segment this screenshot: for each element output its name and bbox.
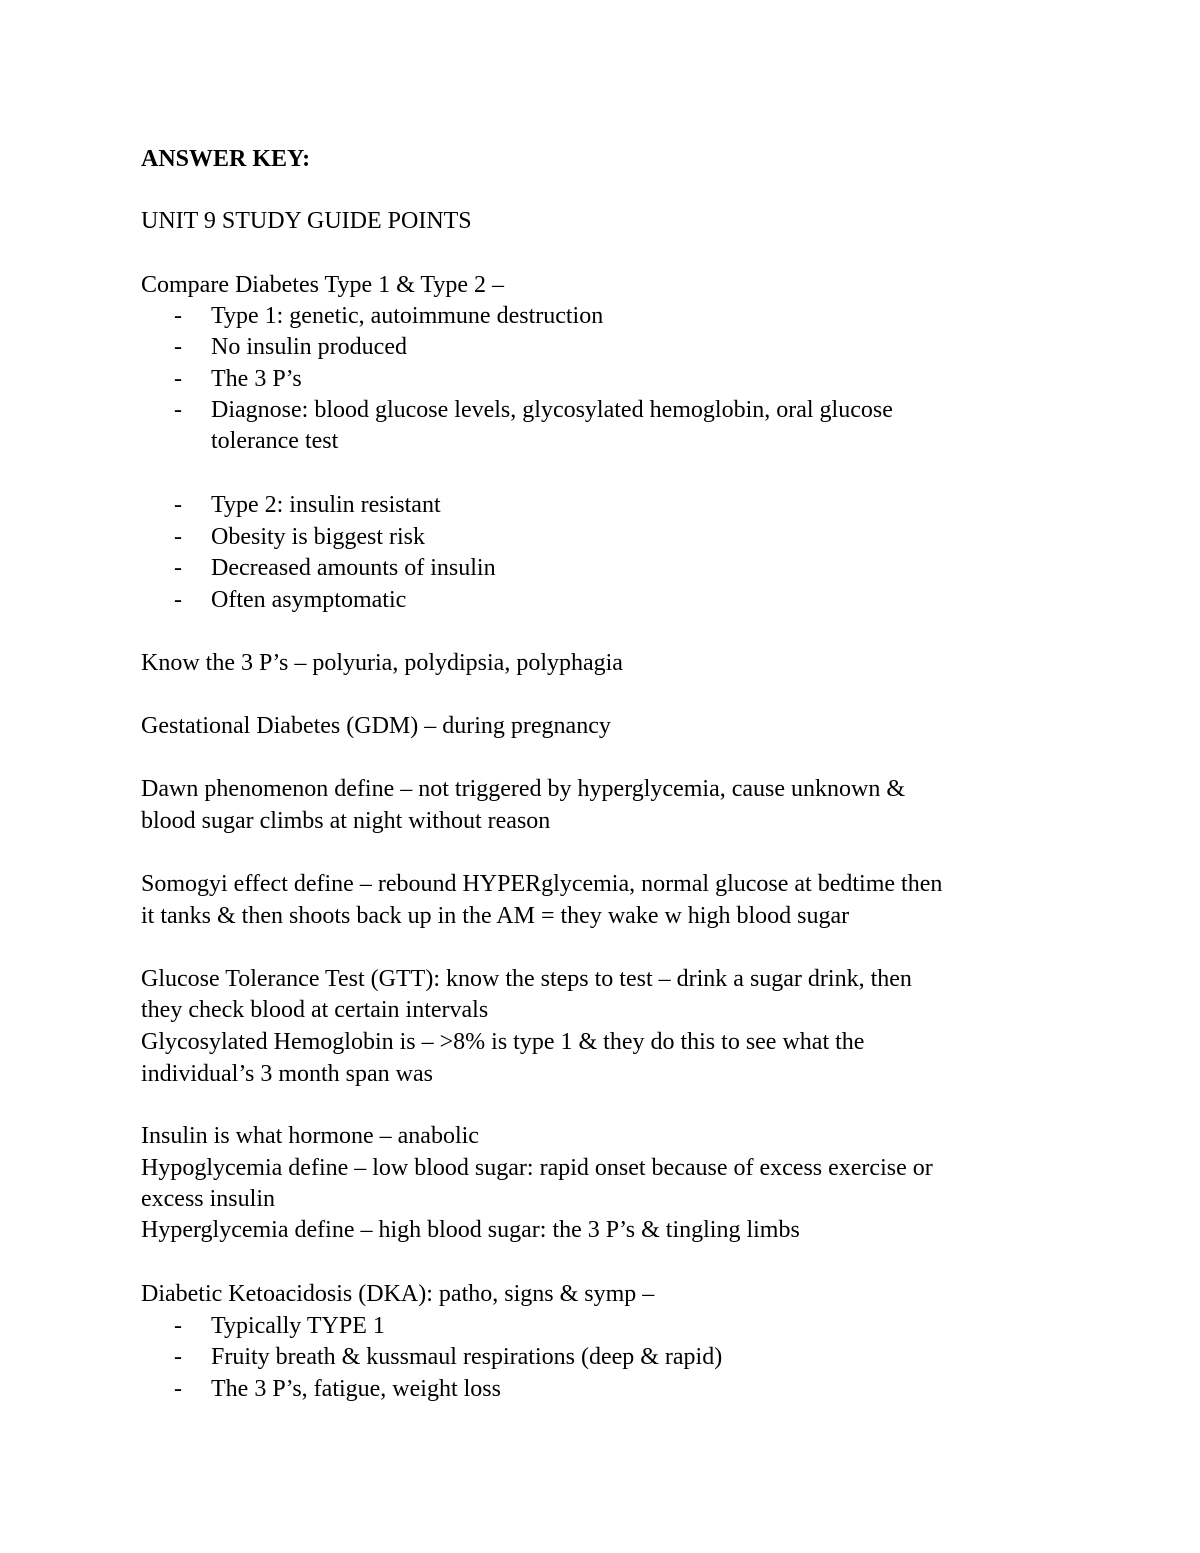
type2-item: Obesity is biggest risk [211,524,425,550]
type1-item-continuation: tolerance test [211,428,339,454]
know-3ps-line: Know the 3 P’s – polyuria, polydipsia, polyphagia [141,650,623,676]
bullet-dash: - [174,366,182,392]
dawn-line-2: blood sugar climbs at night without reason [141,808,551,834]
hyper-line: Hyperglycemia define – high blood sugar: the 3 P’s & tingling limbs [141,1217,800,1243]
bullet-dash: - [174,1376,182,1402]
type2-item: Decreased amounts of insulin [211,555,496,581]
bullet-dash: - [174,555,182,581]
bullet-dash: - [174,397,182,423]
bullet-dash: - [174,492,182,518]
somogyi-line-2: it tanks & then shoots back up in the AM = they wake w high blood sugar [141,903,850,929]
hba1c-line-2: individual’s 3 month span was [141,1061,433,1087]
hba1c-line-1: Glycosylated Hemoglobin is – >8% is type 1 & they do this to see what the [141,1029,865,1055]
type2-item: Type 2: insulin resistant [211,492,441,518]
answer-key-title: ANSWER KEY: [141,146,311,172]
dka-heading: Diabetic Ketoacidosis (DKA): patho, signs & symp – [141,1281,655,1307]
dka-item: Fruity breath & kussmaul respirations (deep & rapid) [211,1344,723,1370]
type1-item: The 3 P’s [211,366,302,392]
type2-item: Often asymptomatic [211,587,407,613]
dawn-line-1: Dawn phenomenon define – not triggered by hyperglycemia, cause unknown & [141,776,906,802]
gtt-line-2: they check blood at certain intervals [141,997,489,1023]
bullet-dash: - [174,303,182,329]
gtt-line-1: Glucose Tolerance Test (GTT): know the steps to test – drink a sugar drink, then [141,966,912,992]
compare-heading: Compare Diabetes Type 1 & Type 2 – [141,272,505,298]
hypo-line-2: excess insulin [141,1186,275,1212]
type1-item: Diagnose: blood glucose levels, glycosylated hemoglobin, oral glucose [211,397,893,423]
bullet-dash: - [174,1313,182,1339]
bullet-dash: - [174,334,182,360]
dka-item: The 3 P’s, fatigue, weight loss [211,1376,501,1402]
type1-item: No insulin produced [211,334,407,360]
unit-title: UNIT 9 STUDY GUIDE POINTS [141,208,472,234]
bullet-dash: - [174,524,182,550]
bullet-dash: - [174,587,182,613]
dka-item: Typically TYPE 1 [211,1313,385,1339]
insulin-line: Insulin is what hormone – anabolic [141,1123,479,1149]
gdm-line: Gestational Diabetes (GDM) – during pregnancy [141,713,611,739]
bullet-dash: - [174,1344,182,1370]
hypo-line-1: Hypoglycemia define – low blood sugar: rapid onset because of excess exercise or [141,1155,933,1181]
somogyi-line-1: Somogyi effect define – rebound HYPERglycemia, normal glucose at bedtime then [141,871,943,897]
type1-item: Type 1: genetic, autoimmune destruction [211,303,604,329]
